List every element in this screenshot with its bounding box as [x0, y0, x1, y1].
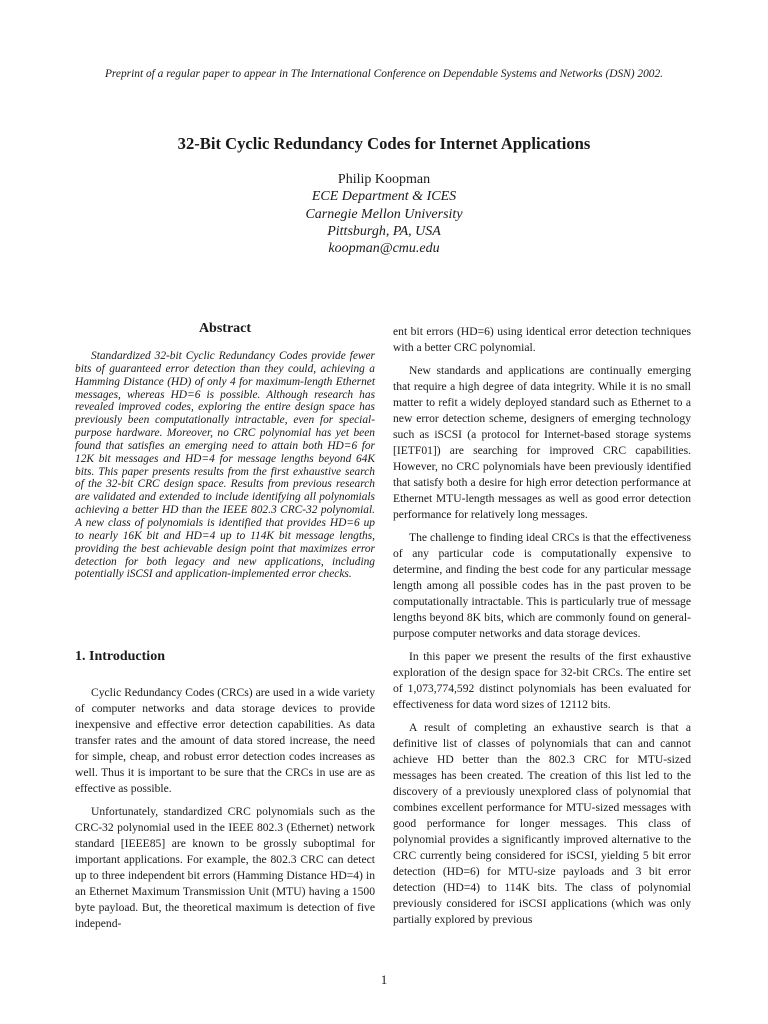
- affiliation-location: Pittsburgh, PA, USA: [327, 223, 441, 239]
- preprint-note: Preprint of a regular paper to appear in The International Conference on Dependable Systems and Networks (DSN) 2002.: [104, 68, 664, 80]
- author-name: Philip Koopman: [337, 172, 431, 187]
- affiliation-department: ECE Department & ICES: [311, 189, 457, 205]
- paper-title: 32-Bit Cyclic Redundancy Codes for Internet Applications: [177, 134, 591, 153]
- affiliation-university: Carnegie Mellon University: [305, 206, 463, 222]
- abstract-text: Standardized 32-bit Cyclic Redundancy Codes provide fewer bits of guaranteed error detection than they could, achieving a Hamming Distance (HD) of only 4 for maximum-length Ethernet messages, whereas HD=6 is possible. Although research has revealed improved codes, exploring the entire design space has previously been computationally intractable, even for special-purpose hardware. Moreover, no CRC polynomial has yet been found that satisfies an emerging need to attain both HD=6 for 12K bit messages and HD=4 for message lengths beyond 64K bits. This paper presents results from the first exhaustive search of the 32-bit CRC design space. Results from previous research are validated and extended to include identifying all polynomials achieving a better HD than the IEEE 802.3 CRC-32 polynomial. A new class of polynomials is identified that provides HD=6 up to nearly 16K bit and HD=4 up to 114K bit message lengths, providing the best achievable design point that maximizes error detection for both legacy and new applications, including potentially iSCSI and application-implemented error checks.: [75, 350, 375, 581]
- introduction-heading: 1. Introduction: [75, 649, 165, 664]
- intro-paragraph-2: Unfortunately, standardized CRC polynomials such as the CRC-32 polynomial used in the IEEE 802.3 (Ethernet) network standard [IEEE85] are known to be grossly suboptimal for important applications. For example, the 802.3 CRC can detect up to three independent bit errors (Hamming Distance HD=4) in an Ethernet Maximum Transmission Unit (MTU) having a 1500 byte payload. But, the theoretical maximum is detection of five independ-: [75, 805, 375, 930]
- right-column-body: [393, 324, 691, 935]
- author-block: [0, 171, 768, 257]
- right-paragraph-2: The challenge to finding ideal CRCs is that the effectiveness of any particular code is computationally expensive to determine, and finding the best code for any particular message length among all possible codes has in the past proven to be computationally intractable. This is particularly true of message lengths beyond 8K bits, which are commonly found on general-purpose computer networks and data storage devices.: [393, 531, 691, 640]
- right-paragraph-4: A result of completing an exhaustive search is that a definitive list of classes of polynomials that can and cannot achieve HD better than the 802.3 CRC for MTU-sized messages has been created. The creation of this list led to the discovery of a previously unexplored class of polynomial that combines excellent performance for MTU-sized messages with good performance for longer messages. This class of polynomial provides a significantly improved alternative to the CRC currently being considered for iSCSI, yielding 5 bit error detection (HD=6) for MTU-size payloads and 3 bit error detection (HD=4) to 114K bits. The class of polynomial previously considered for iSCSI applications (which was only partially explored by previous: [393, 721, 691, 926]
- right-paragraph-1: New standards and applications are continually emerging that require a high degree of data integrity. While it is no small matter to refit a widely deployed standard such as Ethernet to a new error detection scheme, designers of emerging technology such as iSCSI (a protocol for Internet-based storage systems [IETF01]) are searching for improved CRC capabilities. However, no CRC polynomials have been previously identified that satisfy both a desire for high error detection performance at Ethernet MTU-length messages as well as good error detection performance for relatively long messages.: [393, 364, 691, 521]
- page-number: 1: [380, 972, 388, 987]
- abstract-heading: Abstract: [198, 321, 252, 336]
- right-paragraph-3: In this paper we present the results of the first exhaustive exploration of the design space for 32-bit CRCs. The entire set of 1,073,774,592 distinct polynomials has been evaluated for effectiveness for data word sizes of 12112 bits.: [393, 650, 691, 711]
- introduction-body: [75, 685, 375, 939]
- right-paragraph-continuation: ent bit errors (HD=6) using identical error detection techniques with a better CRC polynomial.: [393, 325, 691, 354]
- author-email: koopman@cmu.edu: [328, 241, 440, 257]
- intro-paragraph-1: Cyclic Redundancy Codes (CRCs) are used in a wide variety of computer networks and data storage devices to provide inexpensive and effective error detection capabilities. As data transfer rates and the amount of data stored increase, the need for simple, cheap, and robust error detection codes increases as well. Thus it is important to be sure that the CRCs in use are as effective as possible.: [75, 686, 375, 795]
